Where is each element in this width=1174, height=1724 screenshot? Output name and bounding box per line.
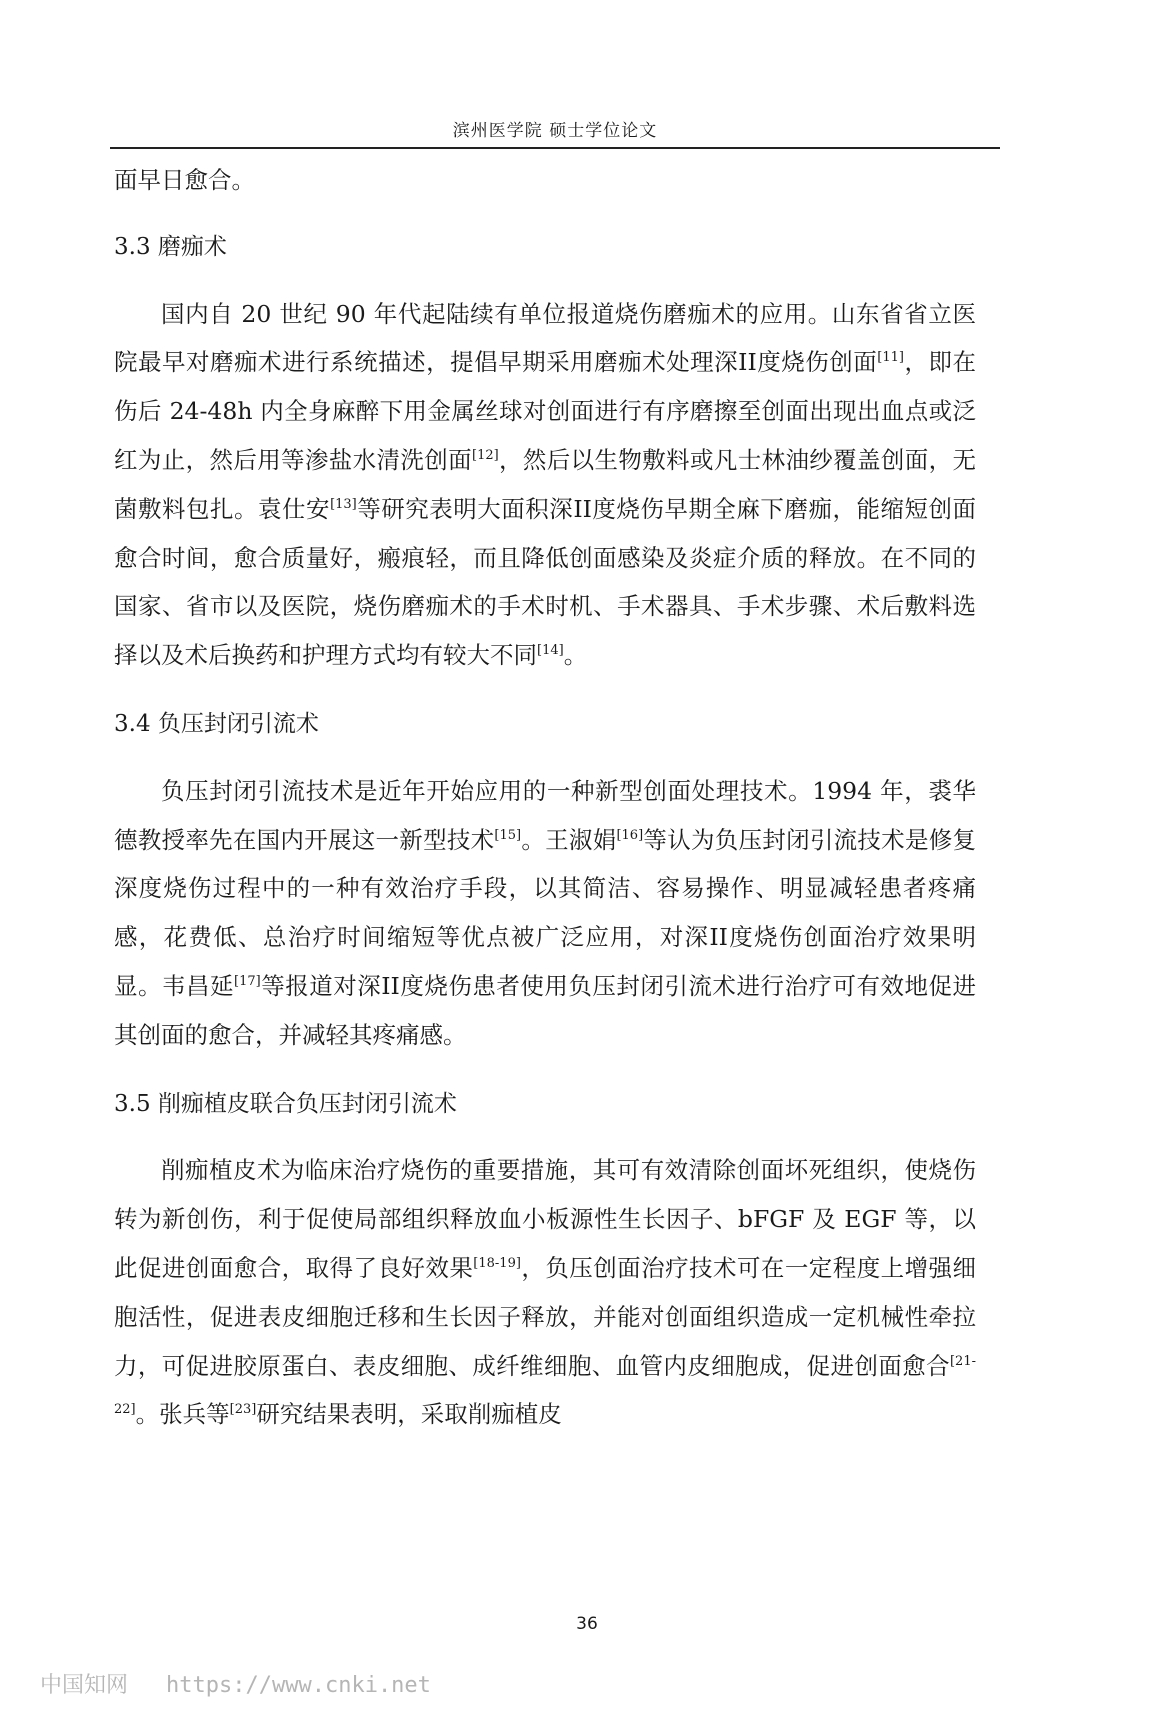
- text-run: 。: [563, 641, 588, 670]
- citation: [14]: [537, 643, 564, 659]
- section-heading-3-4: 3.4 负压封闭引流术: [114, 710, 319, 737]
- citation: [11]: [877, 350, 904, 366]
- citation: [16]: [616, 827, 644, 843]
- watermark-url: https://www.cnki.net: [166, 1673, 431, 1698]
- citation: [12]: [472, 448, 499, 464]
- citation: [17]: [234, 974, 261, 990]
- page-number: 36: [576, 1614, 598, 1634]
- body-text: [114, 156, 976, 1439]
- citation: [15]: [494, 827, 522, 843]
- section-heading-3-5: 3.5 削痂植皮联合负压封闭引流术: [114, 1090, 457, 1117]
- running-header: 滨州医学院 硕士学位论文: [452, 121, 658, 141]
- cnki-watermark: [40, 1668, 431, 1699]
- text-run: 削痂植皮术为临床治疗烧伤的重要措施，其可有效清除创面坏死组织，使烧伤转为新创伤，利于促使局部组织释放血小板源性生长因子、bFGF 及 EGF 等，以此促进创面愈合，取得了良好效果: [114, 1156, 976, 1282]
- text-run: ，即在伤后 24-48h 内全身麻醉下用金属丝球对创面进行有序磨擦至创面出现出血点或泛红为止，然后用等渗盐水清洗创面: [114, 348, 976, 474]
- section-heading-3-3: 3.3 磨痂术: [114, 233, 227, 260]
- intro-line: 面早日愈合。: [114, 166, 255, 194]
- paragraph-3-5: [114, 1146, 976, 1439]
- paragraph-3-4: [114, 767, 976, 1060]
- text-run: ，负压创面治疗技术可在一定程度上增强细胞活性，促进表皮细胞迁移和生长因子释放，并能对创面组织造成一定机械性牵拉力，可促进胶原蛋白、表皮细胞、成纤维细胞、血管内皮细胞成，促进创面愈合: [114, 1253, 977, 1380]
- paragraph-3-3: [114, 290, 976, 680]
- citation: [23]: [229, 1402, 257, 1418]
- citation: [13]: [330, 496, 357, 512]
- text-run: 负压封闭引流技术是近年开始应用的一种新型创面处理技术。1994 年，裘华德教授率先在国内开展这一新型技术: [114, 776, 976, 854]
- text-run: 国内自 20 世纪 90 年代起陆续有单位报道烧伤磨痂术的应用。山东省省立医院最早对磨痂术进行系统描述，提倡早期采用磨痂术处理深II度烧伤创面: [114, 299, 976, 377]
- text-run: 等认为负压封闭引流技术是修复深度烧伤过程中的一种有效治疗手段，以其简洁、容易操作、明显减轻患者疼痛感，花费低、总治疗时间缩短等优点被广泛应用，对深II度烧伤创面治疗效果明显。韦昌延: [114, 825, 977, 1000]
- header-rule: [110, 147, 1000, 149]
- text-run: ，然后以生物敷料或凡士林油纱覆盖创面，无菌敷料包扎。袁仕安: [114, 445, 977, 523]
- text-run: 等报道对深II度烧伤患者使用负压封闭引流术进行治疗可有效地促进其创面的愈合，并减轻其疼痛感。: [114, 971, 977, 1049]
- citation: [18-19]: [473, 1256, 521, 1272]
- text-run: 研究结果表明，采取削痂植皮: [256, 1400, 562, 1429]
- watermark-site-name: 中国知网: [40, 1673, 129, 1698]
- text-run: 。王淑娟: [521, 825, 617, 854]
- text-run: 。张兵等: [135, 1400, 230, 1429]
- text-run: 等研究表明大面积深II度烧伤早期全麻下磨痂，能缩短创面愈合时间，愈合质量好，瘢痕轻，而且降低创面感染及炎症介质的释放。在不同的国家、省市以及医院，烧伤磨痂术的手术时机、手术器具、手术步骤、术后敷料选择以及术后换药和护理方式均有较大不同: [114, 494, 976, 670]
- citation: [21-22]: [114, 1353, 976, 1418]
